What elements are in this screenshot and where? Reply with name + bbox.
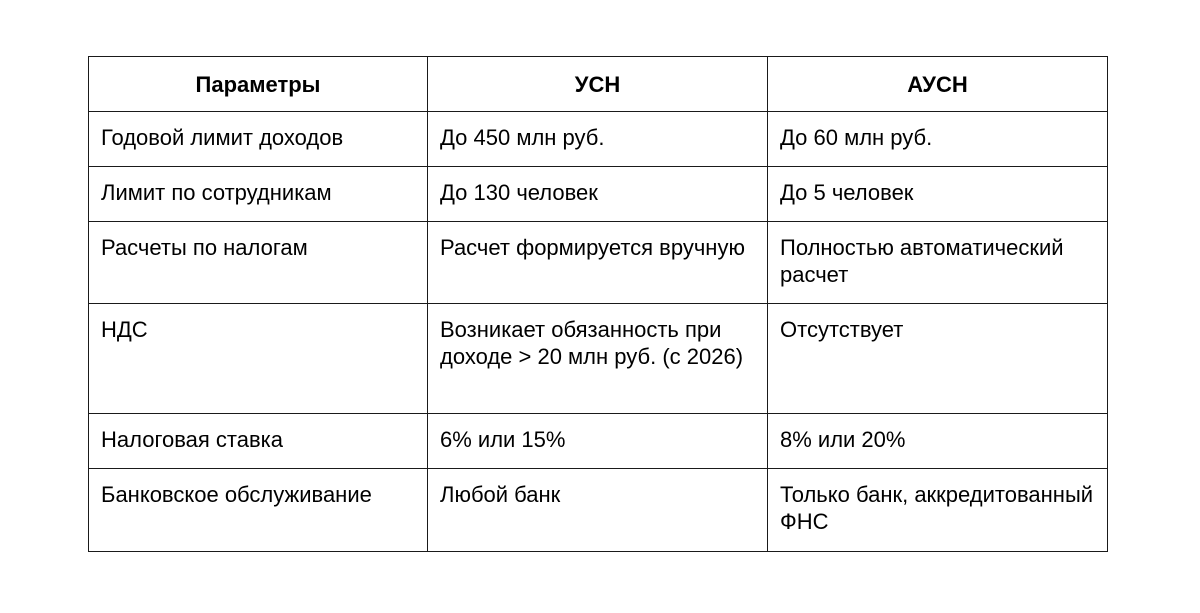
row-ausn-value: Полностью автоматический расчет <box>768 222 1108 304</box>
row-ausn-value: 8% или 20% <box>768 414 1108 469</box>
row-parameter: Банковское обслуживание <box>89 469 428 552</box>
table-row <box>89 304 1108 414</box>
row-ausn-value: До 60 млн руб. <box>768 112 1108 167</box>
row-usn-value: Расчет формируется вручную <box>428 222 768 304</box>
table-row <box>89 469 1108 552</box>
table-row <box>89 414 1108 469</box>
table-row <box>89 222 1108 304</box>
table-header-row <box>89 57 1108 112</box>
row-usn-value: До 450 млн руб. <box>428 112 768 167</box>
header-usn: УСН <box>428 57 768 112</box>
table-row <box>89 112 1108 167</box>
row-usn-value: Любой банк <box>428 469 768 552</box>
table-row <box>89 167 1108 222</box>
row-ausn-value: До 5 человек <box>768 167 1108 222</box>
row-parameter: Налоговая ставка <box>89 414 428 469</box>
row-ausn-value: Только банк, аккредитованный ФНС <box>768 469 1108 552</box>
row-parameter: Расчеты по налогам <box>89 222 428 304</box>
row-parameter: Лимит по сотрудникам <box>89 167 428 222</box>
row-usn-value: До 130 человек <box>428 167 768 222</box>
header-parameters: Параметры <box>89 57 428 112</box>
row-parameter: НДС <box>89 304 428 414</box>
row-usn-value: 6% или 15% <box>428 414 768 469</box>
row-ausn-value: Отсутствует <box>768 304 1108 414</box>
row-parameter: Годовой лимит доходов <box>89 112 428 167</box>
comparison-table <box>88 56 1108 552</box>
row-usn-value: Возникает обязанность при доходе > 20 млн руб. (с 2026) <box>428 304 768 414</box>
header-ausn: АУСН <box>768 57 1108 112</box>
